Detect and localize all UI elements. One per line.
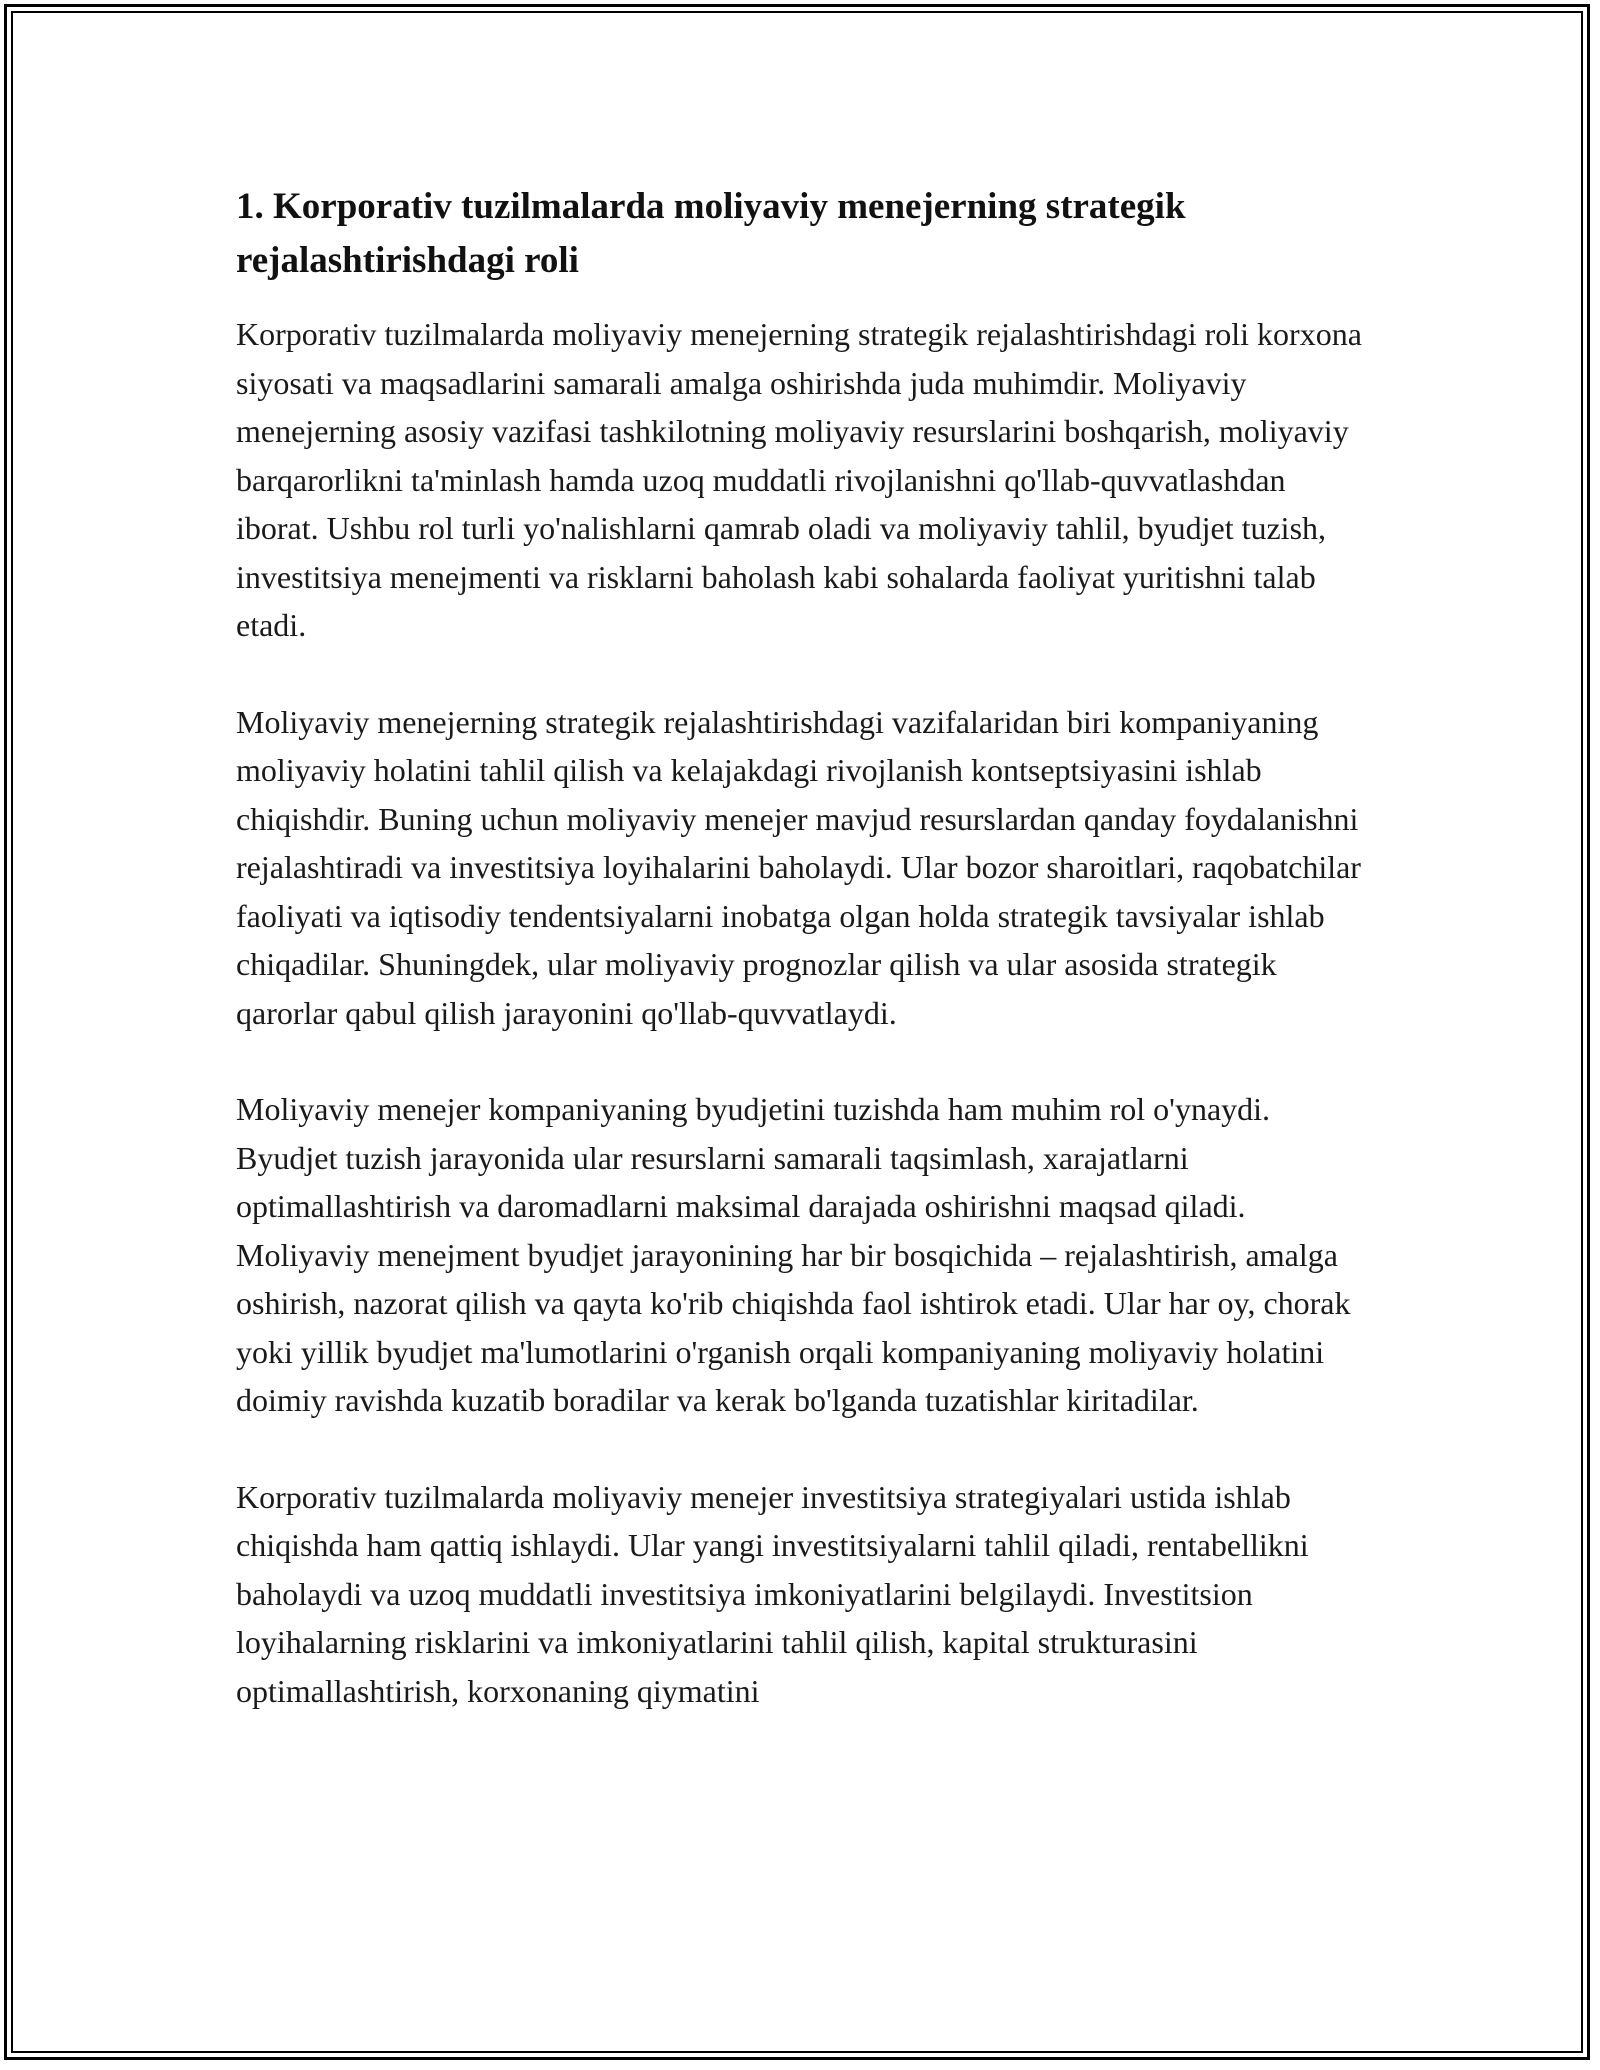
paragraph-4: Korporativ tuzilmalarda moliyaviy menejer investitsiya strategiyalari ustida ishlab chiqishda ham qattiq ishlaydi. Ular yangi investitsiyalarni tahlil qiladi, rentabellikni baholaydi va uzoq muddatli investitsiya imkoniyatlarini belgilaydi. Investitsion loyihalarning risklarini va imkoniyatlarini tahlil qilish, kapital strukturasini optimallashtirish, korxonaning qiymatini — [236, 1478, 1309, 1709]
section-heading: 1. Korporativ tuzilmalarda moliyaviy menejerning strategik rejalashtirishdagi roli — [236, 186, 1186, 281]
paragraph-1: Korporativ tuzilmalarda moliyaviy menejerning strategik rejalashtirishdagi roli korxona siyosati va maqsadlarini samarali amalga oshirishda juda muhimdir. Moliyaviy menejerning asosiy vazifasi tashkilotning moliyaviy resurslarini boshqarish, moliyaviy barqarorlikni ta'minlash hamda uzoq muddatli rivojlanishni qo'llab-quvvatlashdan iborat. Ushbu rol turli yo'nalishlarni qamrab oladi va moliyaviy tahlil, byudjet tuzish, investitsiya menejmenti va risklarni baholash kabi sohalarda faoliyat yuritishni talab etadi. — [236, 316, 1362, 643]
document-body — [236, 180, 1376, 1763]
paragraph-3: Moliyaviy menejer kompaniyaning byudjetini tuzishda ham muhim rol o'ynaydi. Byudjet tuzish jarayonida ular resurslarni samarali taqsimlash, xarajatlarni optimallashtirish va daromadlarni maksimal darajada oshirishni maqsad qiladi. Moliyaviy menejment byudjet jarayonining har bir bosqichida – rejalashtirish, amalga oshirish, nazorat qilish va qayta ko'rib chiqishda faol ishtirok etadi. Ular har oy, chorak yoki yillik byudjet ma'lumotlarini o'rganish orqali kompaniyaning moliyaviy holatini doimiy ravishda kuzatib boradilar va kerak bo'lganda tuzatishlar kiritadilar. — [236, 1091, 1351, 1418]
paragraph-2: Moliyaviy menejerning strategik rejalashtirishdagi vazifalaridan biri kompaniyaning moliyaviy holatini tahlil qilish va kelajakdagi rivojlanish kontseptsiyasini ishlab chiqishdir. Buning uchun moliyaviy menejer mavjud resurslardan qanday foydalanishni rejalashtiradi va investitsiya loyihalarini baholaydi. Ular bozor sharoitlari, raqobatchilar faoliyati va iqtisodiy tendentsiyalarni inobatga olgan holda strategik tavsiyalar ishlab chiqadilar. Shuningdek, ular moliyaviy prognozlar qilish va ular asosida strategik qarorlar qabul qilish jarayonini qo'llab-quvvatlaydi. — [236, 703, 1361, 1031]
